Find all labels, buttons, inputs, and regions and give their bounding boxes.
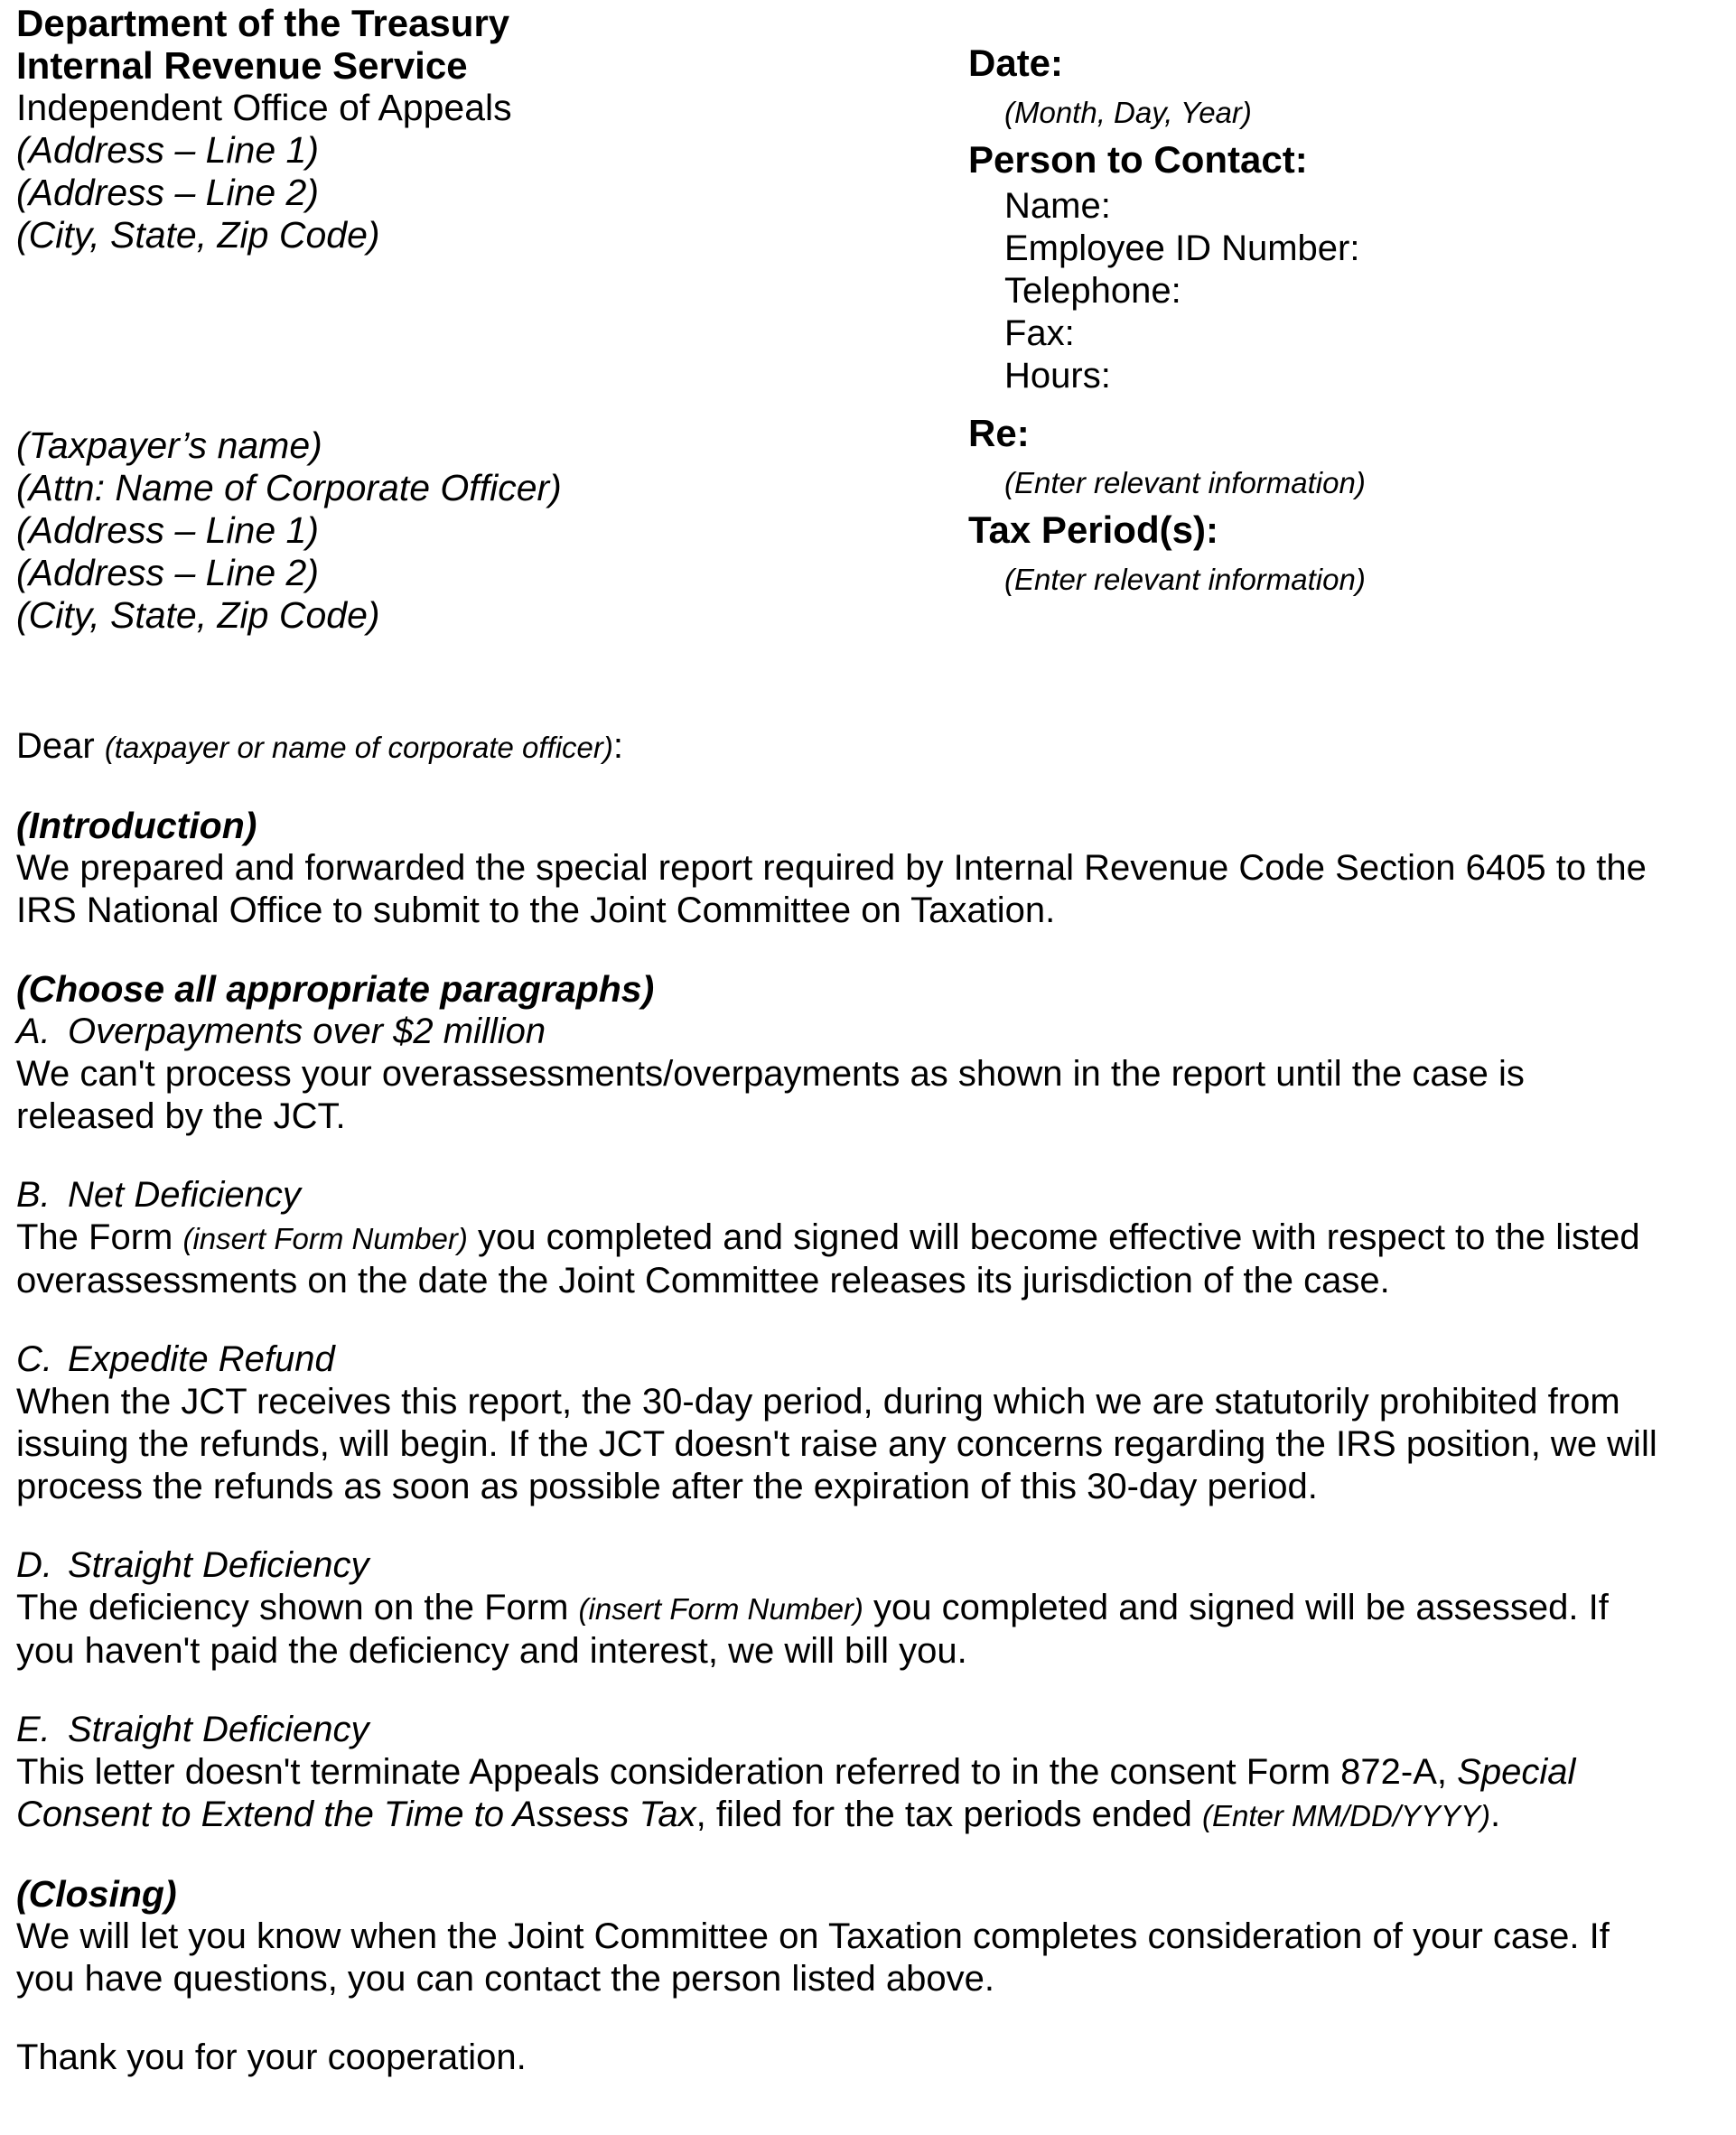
paragraph-e-date-hint: (Enter MM/DD/YYYY) [1201, 1799, 1491, 1832]
thanks-line: Thank you for your cooperation. [16, 2037, 527, 2077]
paragraph-e-letter: E. [16, 1710, 51, 1749]
choose-paragraphs-section [16, 968, 1666, 1138]
closing-body: We will let you know when the Joint Committee on Taxation completes consideration of your case. If you have questions, you can contact the person listed above. [16, 1916, 1610, 1999]
contact-field-name: Name: [1004, 186, 1111, 226]
agency-name-line-2: Internal Revenue Service [16, 44, 468, 87]
agency-address-line-1: (Address – Line 1) [16, 129, 320, 171]
re-hint: (Enter relevant information) [1004, 466, 1366, 499]
paragraph-e-title-text: Straight Deficiency [68, 1710, 369, 1749]
paragraph-b-form-hint: (insert Form Number) [182, 1222, 468, 1255]
paragraph-b-section [16, 1174, 1666, 1302]
paragraph-d-letter: D. [16, 1545, 52, 1585]
closing-heading: (Closing) [16, 1873, 177, 1915]
introduction-heading: (Introduction) [16, 805, 257, 846]
paragraph-a-title [16, 1011, 1666, 1053]
paragraph-d-section [16, 1544, 1666, 1673]
paragraph-e-title [16, 1709, 1666, 1751]
paragraph-d-body [16, 1587, 1666, 1673]
paragraph-e-body-pre: This letter doesn't terminate Appeals consideration referred to in the consent Form 872-A, [16, 1752, 1458, 1792]
paragraph-e-body-post: . [1490, 1795, 1501, 1834]
recipient-address-line-1: (Address – Line 1) [16, 509, 320, 551]
contact-field-employee-id: Employee ID Number: [1004, 228, 1360, 268]
paragraph-d-body-pre: The deficiency shown on the Form [16, 1588, 579, 1627]
agency-address-city-line: (City, State, Zip Code) [16, 214, 380, 256]
recipient-address-block [16, 424, 562, 637]
tax-periods-label: Tax Period(s): [968, 508, 1218, 551]
paragraph-d-title-text: Straight Deficiency [68, 1545, 369, 1585]
paragraph-a-body: We can't process your overassessments/overpayments as shown in the report until the case is released by the JCT. [16, 1054, 1525, 1136]
salutation-prefix: Dear [16, 726, 105, 766]
recipient-name-line: (Taxpayer’s name) [16, 424, 322, 466]
choose-paragraphs-heading: (Choose all appropriate paragraphs) [16, 968, 655, 1010]
contact-field-hours: Hours: [1004, 356, 1111, 396]
closing-section [16, 1873, 1666, 2000]
introduction-section [16, 805, 1666, 932]
agency-name-line-1: Department of the Treasury [16, 2, 510, 44]
date-hint: (Month, Day, Year) [1004, 96, 1252, 129]
paragraph-b-body-pre: The Form [16, 1217, 183, 1257]
recipient-attn-line: (Attn: Name of Corporate Officer) [16, 467, 562, 508]
recipient-address-city-line: (City, State, Zip Code) [16, 594, 380, 636]
paragraph-e-section [16, 1709, 1666, 1837]
paragraph-e-consent-form-title: Special Consent to Extend the Time to Assess Tax [16, 1752, 1576, 1834]
paragraph-b-body-post: you completed and signed will become effective with respect to the listed overassessments on the date the Joint Committee releases its jurisdiction of the case. [16, 1217, 1640, 1301]
re-label: Re: [968, 412, 1030, 454]
paragraph-e-body-mid: , filed for the tax periods ended [695, 1795, 1202, 1834]
paragraph-b-letter: B. [16, 1175, 51, 1215]
paragraph-d-form-hint: (insert Form Number) [578, 1592, 863, 1626]
letterhead-left-column [16, 2, 562, 637]
paragraph-a-letter: A. [16, 1012, 51, 1051]
recipient-address-line-2: (Address – Line 2) [16, 552, 320, 593]
paragraph-b-title-text: Net Deficiency [68, 1175, 301, 1215]
paragraph-c-title-text: Expedite Refund [68, 1339, 335, 1379]
paragraph-c-title [16, 1338, 1666, 1381]
paragraph-b-title [16, 1174, 1666, 1217]
paragraph-d-body-post: you completed and signed will be assessed. If you haven't paid the deficiency and interest, we will bill you. [16, 1588, 1609, 1671]
salutation [16, 725, 1666, 769]
letterhead-right-column [968, 42, 1366, 605]
paragraph-e-body [16, 1751, 1666, 1837]
paragraph-a-title-text: Overpayments over $2 million [68, 1012, 546, 1051]
paragraph-c-body: When the JCT receives this report, the 30-day period, during which we are statutorily prohibited from issuing the refunds, will begin. If the JCT doesn't raise any concerns regarding the IRS position, we will process the refunds as soon as possible after the expiration of this 30-day period. [16, 1382, 1657, 1506]
contact-field-fax: Fax: [1004, 313, 1075, 353]
paragraph-c-letter: C. [16, 1339, 52, 1379]
introduction-body: We prepared and forwarded the special report required by Internal Revenue Code Section 6405 to the IRS National Office to submit to the Joint Committee on Taxation. [16, 848, 1647, 930]
letterhead [0, 0, 1736, 725]
agency-address-line-2: (Address – Line 2) [16, 172, 320, 213]
salutation-hint: (taxpayer or name of corporate officer) [104, 731, 613, 764]
letter-body [16, 725, 1666, 2079]
salutation-colon: : [612, 726, 624, 766]
contact-field-telephone: Telephone: [1004, 271, 1181, 311]
agency-office-line: Independent Office of Appeals [16, 87, 512, 128]
person-to-contact-label: Person to Contact: [968, 138, 1308, 181]
paragraph-b-body [16, 1217, 1666, 1302]
paragraph-c-section [16, 1338, 1666, 1508]
tax-periods-hint: (Enter relevant information) [1004, 563, 1366, 596]
date-label: Date: [968, 42, 1064, 84]
paragraph-d-title [16, 1544, 1666, 1587]
